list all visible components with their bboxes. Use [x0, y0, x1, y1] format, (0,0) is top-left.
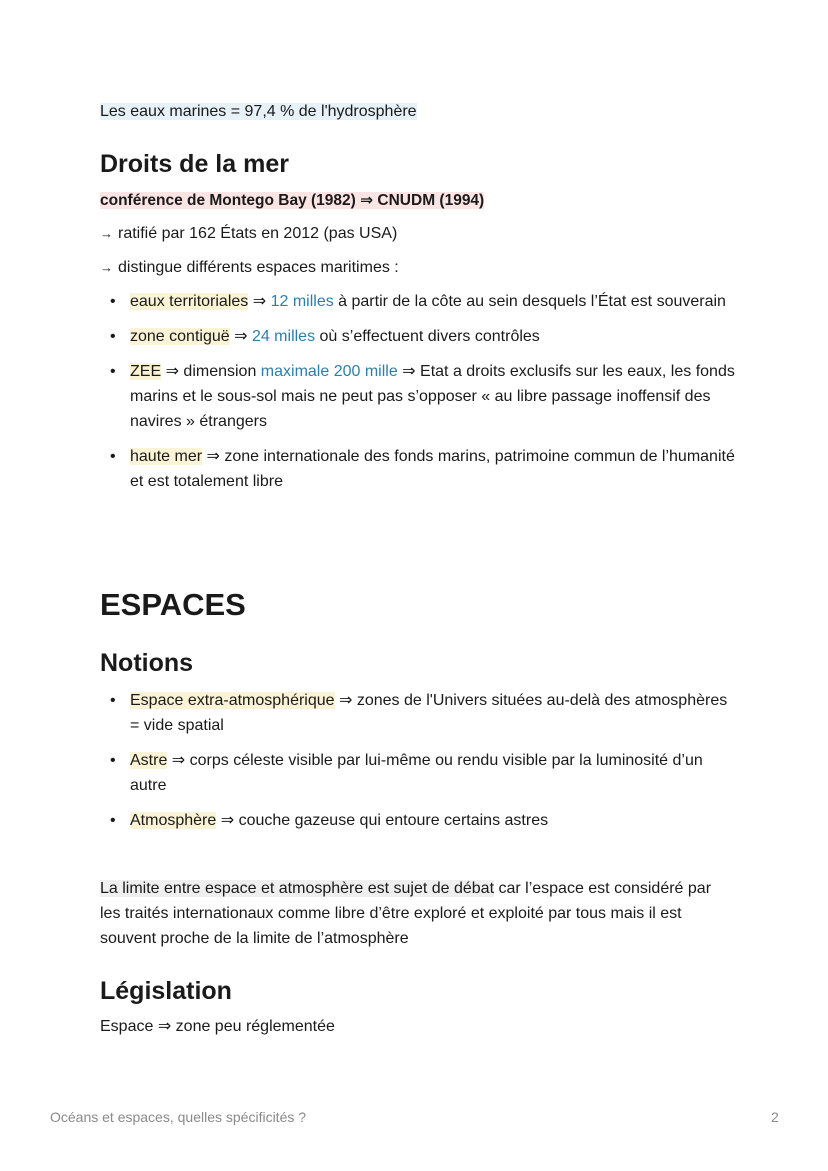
separator: ⇒ [248, 293, 271, 310]
link-text[interactable]: 24 milles [251, 328, 316, 345]
list-item [100, 324, 740, 349]
separator: ⇒ dimension [161, 363, 261, 380]
item-text: ⇒ zones de l'Univers situées au-delà des atmosphères = vide spatial [130, 692, 728, 734]
item-text: ⇒ zone internationale des fonds marins, patrimoine commun de l’humanité et est totalement libre [130, 448, 735, 490]
term: Espace extra-atmosphérique [130, 692, 335, 709]
item-text: ⇒ Etat a droits exclusifs sur les eaux, les fonds marins et le sous-sol mais ne peut pas s’opposer « au libre passage inoffensif des navires » étrangers [130, 363, 735, 430]
bullet-icon: • [110, 752, 116, 769]
distinguish-line [100, 255, 399, 280]
term: zone contiguë [130, 328, 230, 345]
item-text: ⇒ couche gazeuse qui entoure certains astres [216, 812, 549, 829]
conference-text: conférence de Montego Bay (1982) ⇒ CNUDM (1994) [100, 192, 485, 209]
bullet-icon: • [110, 692, 116, 709]
limite-text: car l’espace est considéré par les traités internationaux comme libre d’être exploré et exploité par tous mais il est souvent proche de la limite de l’atmosphère [100, 880, 712, 947]
bullet-icon: • [110, 293, 116, 310]
term: Atmosphère [130, 812, 217, 829]
term: eaux territoriales [130, 293, 249, 310]
item-text: où s’effectuent divers contrôles [315, 328, 540, 345]
bullet-icon: • [110, 448, 116, 465]
limite-highlight: La limite entre espace et atmosphère est sujet de débat [100, 880, 495, 897]
term: Astre [130, 752, 168, 769]
link-text[interactable]: 12 milles [270, 293, 334, 310]
item-text: à partir de la côte au sein desquels l’État est souverain [333, 293, 726, 310]
list-item [100, 289, 740, 314]
link-text[interactable]: maximale 200 mille [260, 363, 398, 380]
term: haute mer [130, 448, 203, 465]
intro-line [100, 99, 417, 124]
list-item [100, 444, 740, 494]
maritime-spaces-list [100, 289, 740, 504]
term: ZEE [130, 363, 162, 380]
footer-title: Océans et espaces, quelles spécificités ? [50, 1109, 307, 1125]
arrow-icon: → [100, 226, 113, 241]
notions-list [100, 688, 740, 843]
ratified-line [100, 221, 397, 246]
conference-line [100, 188, 484, 213]
legislation-line: Espace ⇒ zone peu réglementée [100, 1018, 335, 1035]
page-number: 2 [771, 1109, 779, 1125]
separator: ⇒ [229, 328, 252, 345]
bullet-icon: • [110, 328, 116, 345]
bullet-icon: • [110, 812, 116, 829]
limite-paragraph [100, 876, 730, 951]
list-item [100, 359, 740, 434]
ratified-text: ratifié par 162 États en 2012 (pas USA) [118, 225, 398, 242]
droits-heading: Droits de la mer [100, 150, 289, 178]
espaces-heading: ESPACES [100, 587, 246, 622]
item-text: ⇒ corps céleste visible par lui-même ou rendu visible par la luminosité d’un autre [130, 752, 703, 794]
notions-heading: Notions [100, 649, 194, 677]
list-item [100, 808, 740, 833]
bullet-icon: • [110, 363, 116, 380]
list-item [100, 748, 740, 798]
arrow-icon: → [100, 260, 113, 275]
distinguish-text: distingue différents espaces maritimes : [118, 259, 399, 276]
intro-text: Les eaux marines = 97,4 % de l'hydrosphère [100, 103, 417, 120]
list-item [100, 688, 740, 738]
legislation-heading: Législation [100, 977, 232, 1005]
